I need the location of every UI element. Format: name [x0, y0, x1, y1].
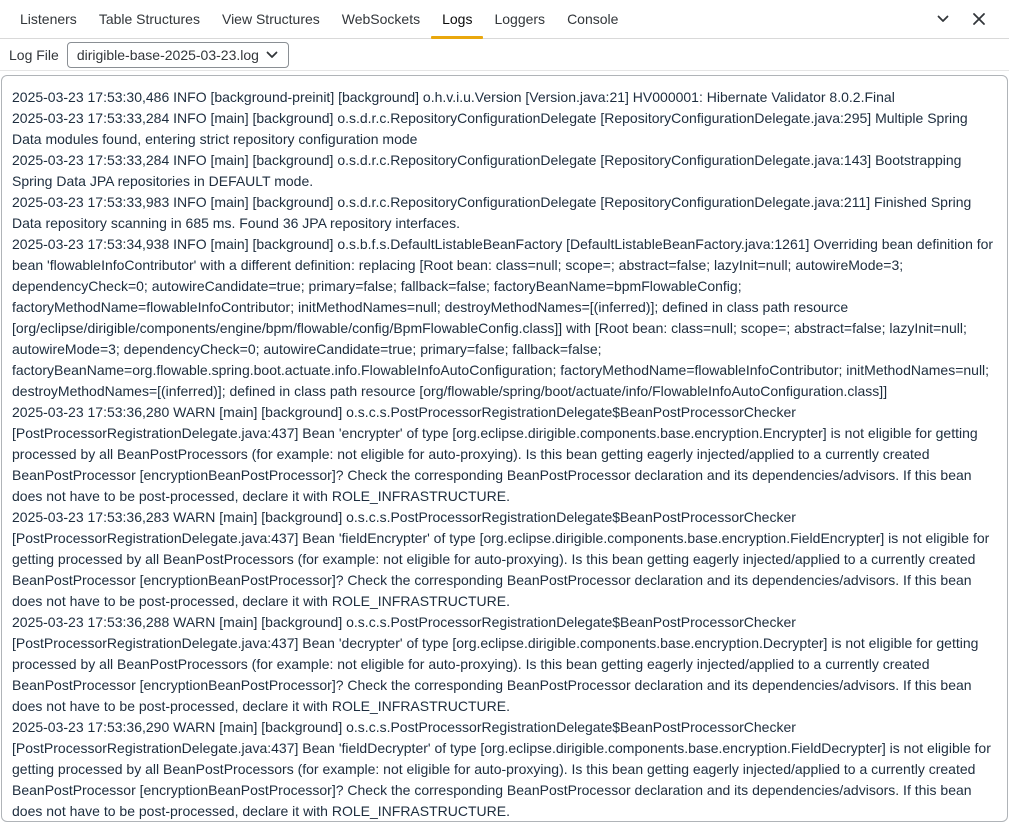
log-line: 2025-03-23 17:53:36,283 WARN [main] [background] o.s.c.s.PostProcessorRegistrationDelegate$BeanPostProcessorChecker [PostProcessorRegistrationDelegate.java:437] Bean 'fieldEncrypter' of type [org.eclipse.dirigible.components.base.encryption.FieldEncrypter] is not eligible for getting processed by all BeanPostProcessors (for example: not eligible for auto-proxying). Is this bean getting eagerly injected/applied to a currently created BeanPostProcessor [encryptionBeanPostProcessor]? Check the corresponding BeanPostProcessor declaration and its dependencies/advisors. If this bean does not have to be post-processed, declare it with ROLE_INFRASTRUCTURE. [12, 509, 990, 609]
tab-loggers[interactable]: Loggers [494, 11, 546, 27]
tab-websockets[interactable]: WebSockets [341, 11, 421, 27]
log-line: 2025-03-23 17:53:36,290 WARN [main] [background] o.s.c.s.PostProcessorRegistrationDelegate$BeanPostProcessorChecker [PostProcessorRegistrationDelegate.java:437] Bean 'fieldDecrypter' of type [org.eclipse.dirigible.components.base.encryption.FieldDecrypter] is not eligible for getting processed by all BeanPostProcessors (for example: not eligible for auto-proxying). Is this bean getting eagerly injected/applied to a currently created BeanPostProcessor [encryptionBeanPostProcessor]? Check the corresponding BeanPostProcessor declaration and its dependencies/advisors. If this bean does not have to be post-processed, declare it with ROLE_INFRASTRUCTURE. [12, 719, 991, 819]
close-icon [972, 12, 986, 26]
tab-actions [931, 0, 1009, 38]
tab-console[interactable]: Console [567, 11, 619, 27]
tab-table-structures[interactable]: Table Structures [98, 11, 200, 27]
log-content [2, 76, 1007, 822]
log-line: 2025-03-23 17:53:34,938 INFO [main] [background] o.s.b.f.s.DefaultListableBeanFactory [DefaultListableBeanFactory.java:1261] Overriding bean definition for bean 'flowableInfoContributor' with a different definition: replacing [Root bean: class=null; scope=; abstract=false; lazyInit=null; autowireMode=3; dependencyCheck=0; autowireCandidate=true; primary=false; fallback=false; factoryBeanName=bpmFlowableConfig; factoryMethodName=flowableInfoContributor; initMethodNames=null; destroyMethodNames=[(inferred)]; defined in class path resource [org/eclipse/dirigible/components/engine/bpm/flowable/config/BpmFlowableConfig.class]] with [Root bean: class=null; scope=; abstract=false; lazyInit=null; autowireMode=3; dependencyCheck=0; autowireCandidate=true; primary=false; fallback=false; factoryBeanName=org.flowable.spring.boot.actuate.info.FlowableInfoAutoConfiguration; factoryMethodName=flowableInfoContributor; initMethodNames=null; destroyMethodNames=[(inferred)]; defined in class path resource [org/flowable/spring/boot/actuate/info/FlowableInfoAutoConfiguration.class]] [12, 236, 994, 399]
log-line: 2025-03-23 17:53:36,288 WARN [main] [background] o.s.c.s.PostProcessorRegistrationDelegate$BeanPostProcessorChecker [PostProcessorRegistrationDelegate.java:437] Bean 'decrypter' of type [org.eclipse.dirigible.components.base.encryption.Decrypter] is not eligible for getting processed by all BeanPostProcessors (for example: not eligible for auto-proxying). Is this bean getting eagerly injected/applied to a currently created BeanPostProcessor [encryptionBeanPostProcessor]? Check the corresponding BeanPostProcessor declaration and its dependencies/advisors. If this bean does not have to be post-processed, declare it with ROLE_INFRASTRUCTURE. [12, 614, 979, 714]
chevron-down-icon [936, 12, 950, 26]
log-line: 2025-03-23 17:53:33,983 INFO [main] [background] o.s.d.r.c.RepositoryConfigurationDelegate [RepositoryConfigurationDelegate.java:211] Finished Spring Data repository scanning in 685 ms. Found 36 JPA repository interfaces. [12, 194, 972, 231]
log-line: 2025-03-23 17:53:30,486 INFO [background-preinit] [background] o.h.v.i.u.Version [Version.java:21] HV000001: Hibernate Validator 8.0.2.Final [12, 89, 895, 105]
tab-list [0, 0, 931, 38]
log-file-select-value: dirigible-base-2025-03-23.log [76, 46, 259, 63]
log-viewer[interactable] [1, 75, 1008, 822]
log-line: 2025-03-23 17:53:33,284 INFO [main] [background] o.s.d.r.c.RepositoryConfigurationDelegate [RepositoryConfigurationDelegate.java:143] Bootstrapping Spring Data JPA repositories in DEFAULT mode. [12, 152, 962, 189]
chevron-down-icon [264, 47, 280, 63]
collapse-button[interactable] [931, 7, 955, 31]
log-file-select[interactable] [67, 42, 289, 68]
close-button[interactable] [967, 7, 991, 31]
log-line: 2025-03-23 17:53:33,284 INFO [main] [background] o.s.d.r.c.RepositoryConfigurationDelegate [RepositoryConfigurationDelegate.java:295] Multiple Spring Data modules found, entering strict repository configuration mode [12, 110, 968, 147]
log-toolbar [0, 39, 1009, 71]
tab-listeners[interactable]: Listeners [20, 11, 77, 27]
tab-view-structures[interactable]: View Structures [221, 11, 320, 27]
log-file-label: Log File [9, 46, 59, 63]
log-line: 2025-03-23 17:53:36,280 WARN [main] [background] o.s.c.s.PostProcessorRegistrationDelegate$BeanPostProcessorChecker [PostProcessorRegistrationDelegate.java:437] Bean 'encrypter' of type [org.eclipse.dirigible.components.base.encryption.Encrypter] is not eligible for getting processed by all BeanPostProcessors (for example: not eligible for auto-proxying). Is this bean getting eagerly injected/applied to a currently created BeanPostProcessor [encryptionBeanPostProcessor]? Check the corresponding BeanPostProcessor declaration and its dependencies/advisors. If this bean does not have to be post-processed, declare it with ROLE_INFRASTRUCTURE. [12, 404, 978, 504]
tab-bar [0, 0, 1009, 39]
tab-logs[interactable]: Logs [431, 0, 483, 38]
